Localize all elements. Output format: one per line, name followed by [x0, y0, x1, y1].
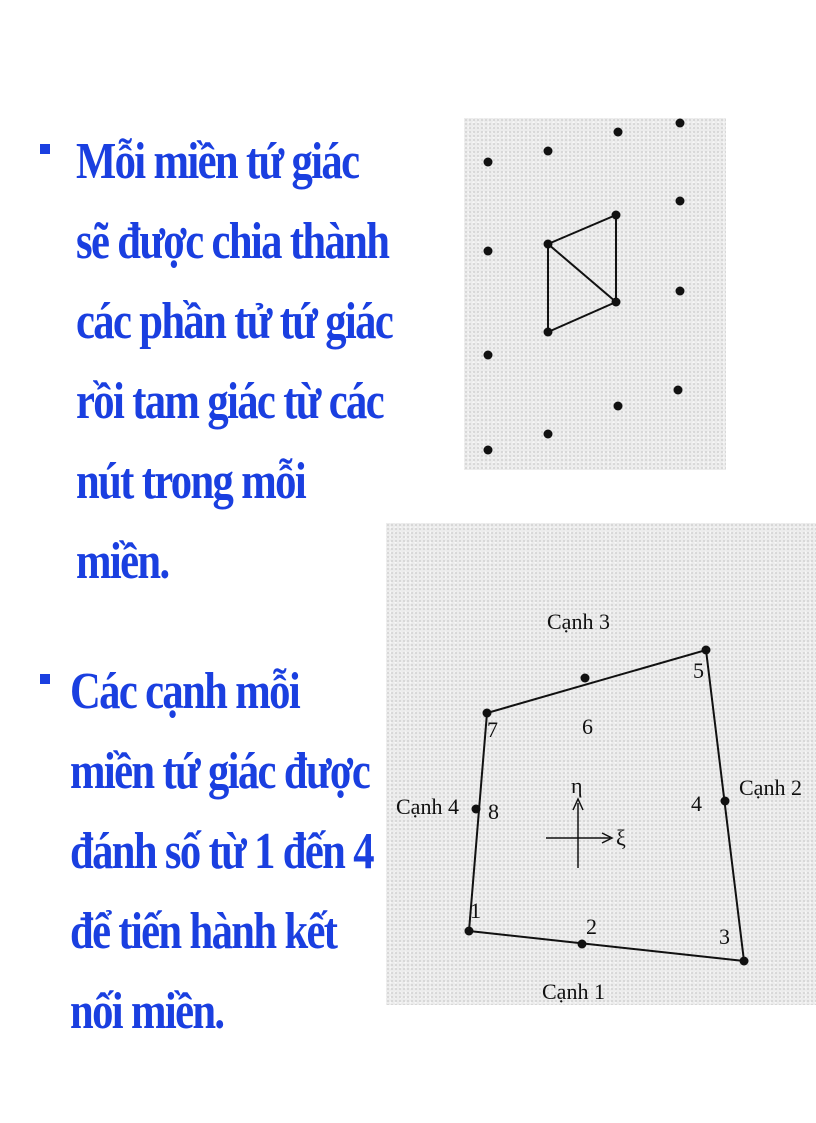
quad-element-panel [386, 523, 816, 1005]
node-dot [484, 247, 493, 256]
node-dot [544, 240, 553, 249]
quad-outline [469, 650, 744, 961]
node-label-8: 8 [488, 799, 499, 824]
node-dot [612, 211, 621, 220]
node-dot-6 [581, 674, 590, 683]
bullet-2-line: để tiến hành kết [70, 903, 337, 960]
node-dot [484, 351, 493, 360]
node-label-7: 7 [487, 717, 498, 742]
local-axes [546, 799, 612, 868]
bullet-1-text [76, 122, 392, 602]
node-dot [484, 446, 493, 455]
bullet-1-line: nút trong mỗi [76, 453, 306, 510]
node-dot [614, 402, 623, 411]
node-dot-4 [721, 797, 730, 806]
node-dot-8 [472, 805, 481, 814]
node-mesh-diagram [464, 118, 726, 470]
node-dot-5 [702, 646, 711, 655]
bullet-2-line: đánh số từ 1 đến 4 [70, 823, 373, 880]
bullet-1-line: miền. [76, 533, 169, 590]
eta-label: η [571, 773, 583, 798]
bullet-2-line: Các cạnh mỗi [70, 663, 300, 720]
node-dot [544, 147, 553, 156]
bullet-1-line: sẽ được chia thành [76, 213, 389, 270]
node-dot [614, 128, 623, 137]
bullet-2-text [70, 652, 373, 1052]
bullet-2-line: nối miền. [70, 983, 224, 1040]
node-label-6: 6 [582, 714, 593, 739]
bullet-marker [40, 674, 50, 684]
edge-label-1: Cạnh 1 [542, 979, 605, 1004]
node-dot [676, 197, 685, 206]
node-mesh-panel [464, 118, 726, 470]
node-label-5: 5 [693, 658, 704, 683]
edge-label-2: Cạnh 2 [739, 775, 802, 800]
node-dot [676, 119, 685, 128]
node-dot-1 [465, 927, 474, 936]
node-dot [484, 158, 493, 167]
quad-element-diagram [386, 523, 816, 1005]
node-label-3: 3 [719, 924, 730, 949]
node-label-1: 1 [470, 898, 481, 923]
node-dot [676, 287, 685, 296]
bullet-2-line: miền tứ giác được [70, 743, 370, 800]
node-label-4: 4 [691, 791, 702, 816]
bullet-1-line: Mỗi miền tứ giác [76, 133, 359, 190]
node-dot [544, 328, 553, 337]
node-label-2: 2 [586, 914, 597, 939]
node-dot [674, 386, 683, 395]
node-dot [544, 430, 553, 439]
edge-label-3: Cạnh 3 [547, 609, 610, 634]
bullet-1-line: các phần tử tứ giác [76, 293, 393, 350]
node-dot-3 [740, 957, 749, 966]
node-dot-2 [578, 940, 587, 949]
bullet-1-line: rồi tam giác từ các [76, 373, 383, 430]
element-diagonal [548, 244, 616, 302]
xi-label: ξ [616, 825, 626, 850]
bullet-marker [40, 144, 50, 154]
edge-label-4: Cạnh 4 [396, 794, 459, 819]
node-dot [612, 298, 621, 307]
